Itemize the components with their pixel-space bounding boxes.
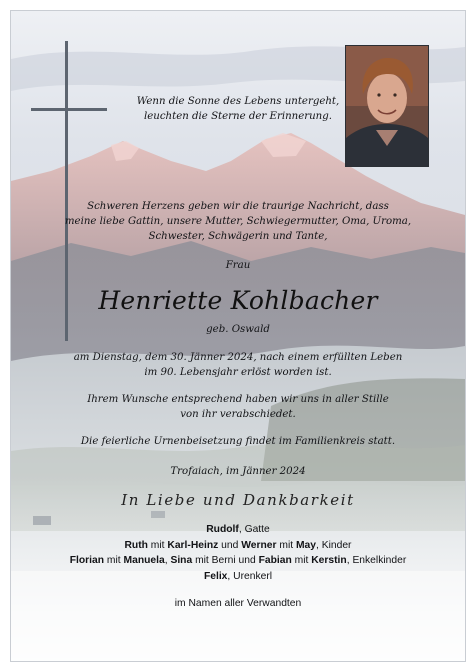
relatives-line: im Namen aller Verwandten [174,598,302,609]
poem-line-2: leuchten die Sterne der Erinnerung. [143,111,332,122]
deceased-name: Henriette Kohlbacher [98,286,378,315]
maiden-name: geb. Oswald [206,324,270,335]
honorific-title: Frau [225,260,251,271]
death-notice-text [11,350,465,380]
closing-phrase: In Liebe und Dankbarkeit [121,491,355,509]
mourners-row-3: Florian mit Manuela, Sina mit Berni und Fabian mit Kerstin, Enkelkinder [69,555,407,566]
mourners-list [11,522,465,584]
farewell-line-2: von ihr verabschiedet. [180,409,296,420]
farewell-text [11,392,465,422]
farewell-line-1: Ihrem Wunsche entsprechend haben wir uns in aller Stille [87,394,389,405]
announcement-line-1: Schweren Herzens geben wir die traurige Nachricht, dass [87,201,389,212]
place-date: Trofaiach, im Jänner 2024 [170,466,306,477]
page-frame [10,10,466,662]
mourners-row-4: Felix, Urenkerl [203,570,273,582]
death-line-1: am Dienstag, dem 30. Jänner 2024, nach einem erfüllten Leben [73,352,403,363]
poem-line-1: Wenn die Sonne des Lebens untergeht, [136,96,340,107]
announcement-text [11,199,465,244]
death-line-2: im 90. Lebensjahr erlöst worden ist. [144,367,332,378]
mourners-row-2: Ruth mit Karl-Heinz und Werner mit May, Kinder [124,539,352,551]
announcement-line-2: meine liebe Gattin, unsere Mutter, Schwiegermutter, Oma, Uroma, [64,216,412,227]
mourners-row-1: Rudolf, Gatte [206,524,270,535]
ceremony-text: Die feierliche Urnenbeisetzung findet im Familienkreis statt. [80,436,396,447]
poem-text [11,94,465,124]
announcement-line-3: Schwester, Schwägerin und Tante, [148,231,328,242]
